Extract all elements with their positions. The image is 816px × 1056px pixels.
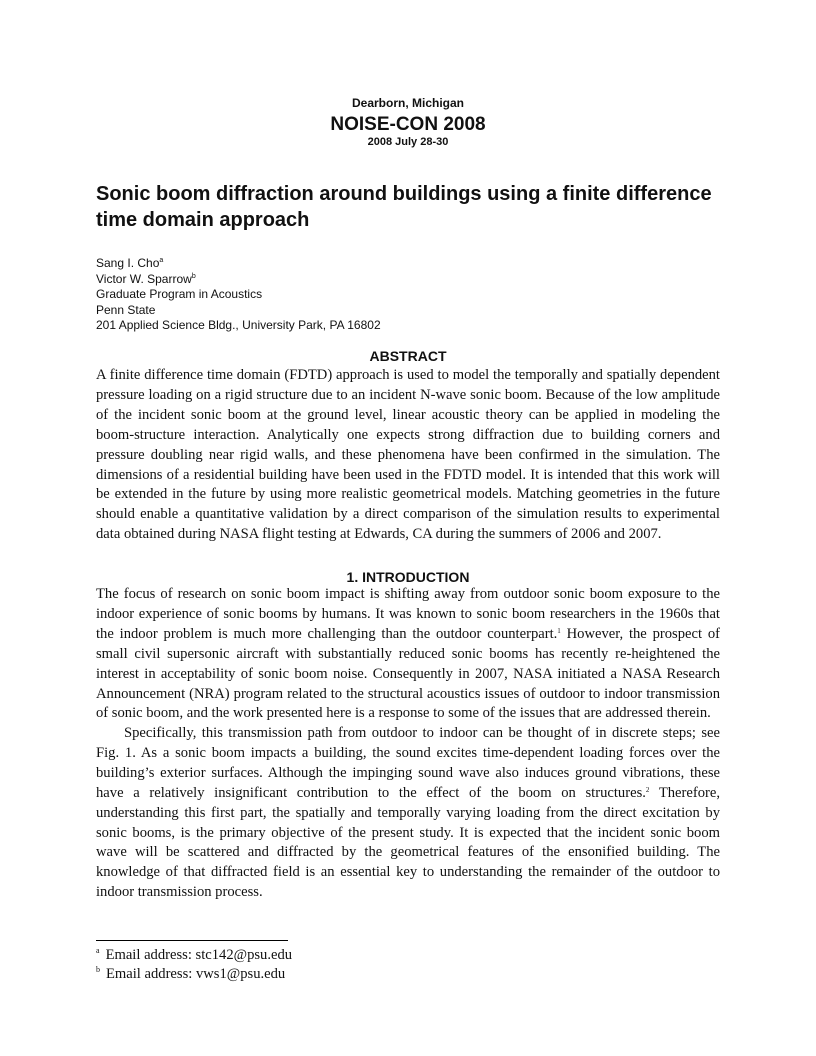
author-name: Sang I. Cho	[96, 256, 160, 270]
footnote-mark: a	[96, 946, 100, 955]
author-1	[96, 256, 381, 272]
affiliation-program: Graduate Program in Acoustics	[96, 287, 263, 302]
conference-city: Dearborn, Michigan	[351, 96, 464, 110]
conference-name: NOISE-CON 2008	[330, 114, 486, 135]
paragraph-text: Specifically, this transmission path from outdoor to indoor can be thought of in discrete steps; see Fig. 1. As a sonic boom impacts a building, the sound excites time-dependent loading forces over the building’s exterior surfaces. Although the impinging sound wave also induces ground vibrations, these have a relatively insignificant contribution to the effect of the boom on structures.	[96, 725, 720, 801]
abstract-text: A finite difference time domain (FDTD) approach is used to model the temporally and spatially dependent pressure loading on a rigid structure due to an incident N-wave sonic boom. Because of the low amplitude of the incident sonic boom at the ground level, linear acoustic theory can be applied in modeling the boom-structure interaction. Analytically one expects strong diffraction due to building corners and pressure doubling near rigid walls, and these phenomena have been confirmed in the simulation. The dimensions of a residential building have been used in the FDTD model. It is intended that this work will be extended in the future by using more realistic geometrical models. Matching geometries in the future should enable a quantitative validation by a direct comparison of the simulation results to experimental data obtained during NASA flight testing at Edwards, CA during the summers of 2006 and 2007.	[96, 367, 720, 543]
footnote-divider	[96, 940, 288, 941]
paragraph-text: Therefore, understanding this first part, the spatially and temporally varying loading from the direct excitation by sonic booms, is the primary objective of the present study. It is expected that the incident sonic boom wave will be scattered and diffracted by the geometrical features of the ensonified building. The knowledge of that diffracted field is an essential key to understanding the remainder of the outdoor to indoor transmission process.	[96, 784, 720, 901]
introduction-paragraph-1	[96, 585, 720, 724]
paragraph-text: The focus of research on sonic boom impact is shifting away from outdoor sonic boom exposure to the indoor experience of sonic booms by humans. It was known to sonic boom researchers in the 1960s that the indoor problem is much more challenging than the outdoor counterpart.	[96, 586, 720, 642]
affiliation-address: 201 Applied Science Bldg., University Park, PA 16802	[96, 318, 381, 333]
introduction-paragraph-2	[96, 724, 720, 903]
conference-date: 2008 July 28-30	[367, 136, 449, 148]
introduction-heading: 1. INTRODUCTION	[346, 569, 470, 585]
reference-mark: 2	[645, 785, 650, 794]
paper-title: Sonic boom diffraction around buildings using a finite difference time domain approach	[96, 183, 712, 231]
footnote-a	[96, 946, 292, 964]
reference-mark: 1	[557, 626, 561, 635]
author-name: Victor W. Sparrow	[96, 271, 192, 286]
footnote-text: Email address: vws1@psu.edu	[106, 966, 286, 982]
author-block	[96, 256, 381, 334]
author-2	[96, 272, 381, 288]
author-mark: b	[191, 272, 196, 280]
footnote-mark: b	[96, 965, 100, 974]
affiliation-school: Penn State	[96, 302, 156, 317]
abstract-heading: ABSTRACT	[369, 348, 447, 364]
footnote-text: Email address: stc142@psu.edu	[105, 947, 293, 963]
footnote-b	[96, 965, 285, 983]
paragraph-text: However, the prospect of small civil supersonic aircraft with substantially reduced sonic booms has recently re-heightened the interest in acceptability of sonic boom noise. Consequently in 2007, NASA initiated a NASA Research Announcement (NRA) program related to the structural acoustics issues of outdoor to indoor transmission of sonic boom, and the work presented here is a response to some of the issues that are addressed therein.	[96, 625, 720, 722]
author-mark: a	[159, 257, 164, 264]
